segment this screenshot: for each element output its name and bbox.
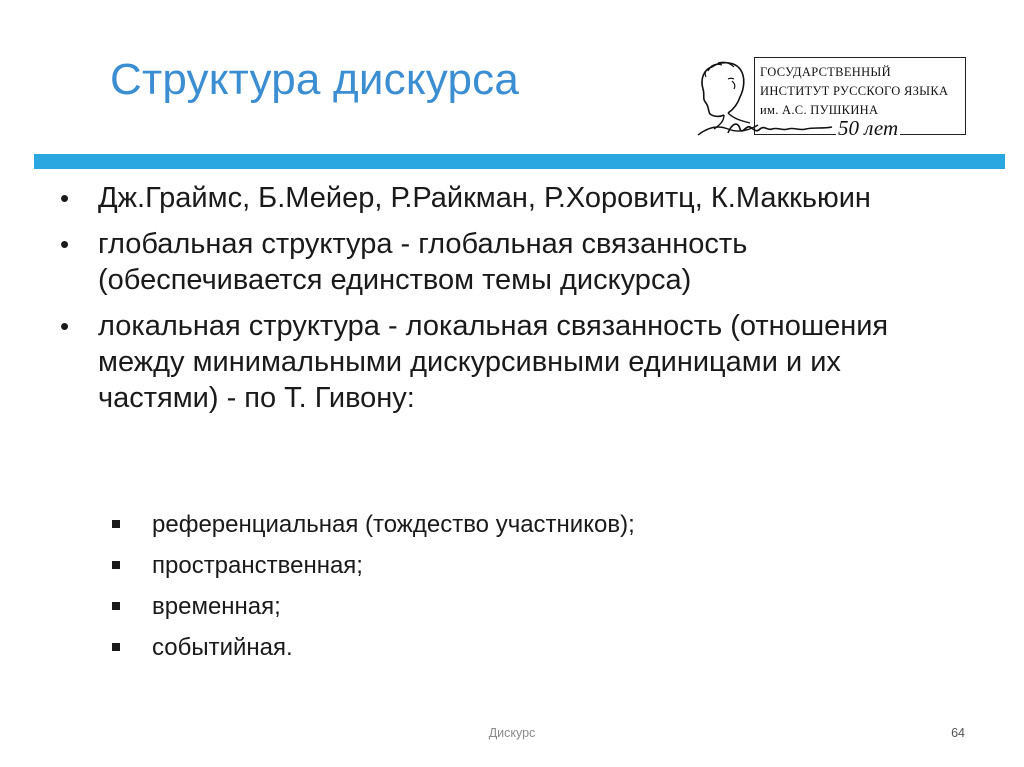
page-number: 64	[951, 726, 965, 740]
sub-bullet-list	[112, 510, 635, 674]
bullet-icon: •	[60, 183, 70, 213]
sub-bullet-text: референциальная (тождество участников);	[152, 511, 635, 538]
square-bullet-icon	[112, 643, 120, 651]
logo-line-1: ГОСУДАРСТВЕННЫЙ	[760, 65, 891, 79]
square-bullet-icon	[112, 561, 120, 569]
list-item	[60, 180, 960, 216]
list-item	[112, 551, 635, 592]
footer-label: Дискурс	[488, 726, 536, 740]
bullet-text: локальная структура - локальная связанность (отношения между минимальными дискурсивными единицами и их частями) - по Т. Гивону:	[98, 310, 889, 414]
logo-anniversary: 50 лет	[838, 116, 899, 140]
bullet-icon: •	[60, 311, 70, 341]
square-bullet-icon	[112, 602, 120, 610]
list-item	[60, 308, 960, 416]
list-item	[112, 592, 635, 633]
bullet-text: глобальная структура - глобальная связанность (обеспечивается единством темы дискурса)	[98, 228, 748, 296]
logo-line-3: им. А.С. ПУШКИНА	[760, 103, 879, 117]
title-divider-bar	[34, 154, 1005, 169]
institute-logo	[694, 57, 972, 138]
list-item	[60, 226, 960, 298]
signature-icon	[724, 117, 834, 139]
slide-title: Структура дискурса	[110, 55, 520, 104]
sub-bullet-text: событийная.	[152, 634, 293, 661]
sub-bullet-text: пространственная;	[152, 552, 363, 579]
logo-line-2: ИНСТИТУТ РУССКОГО ЯЗЫКА	[760, 84, 949, 98]
bullet-icon: •	[60, 229, 70, 259]
list-item	[112, 633, 635, 674]
square-bullet-icon	[112, 520, 120, 528]
list-item	[112, 510, 635, 551]
main-bullet-list	[60, 180, 960, 426]
sub-bullet-text: временная;	[152, 593, 281, 620]
bullet-text: Дж.Граймс, Б.Мейер, Р.Райкман, Р.Хоровитц, К.Маккьюин	[98, 182, 871, 214]
